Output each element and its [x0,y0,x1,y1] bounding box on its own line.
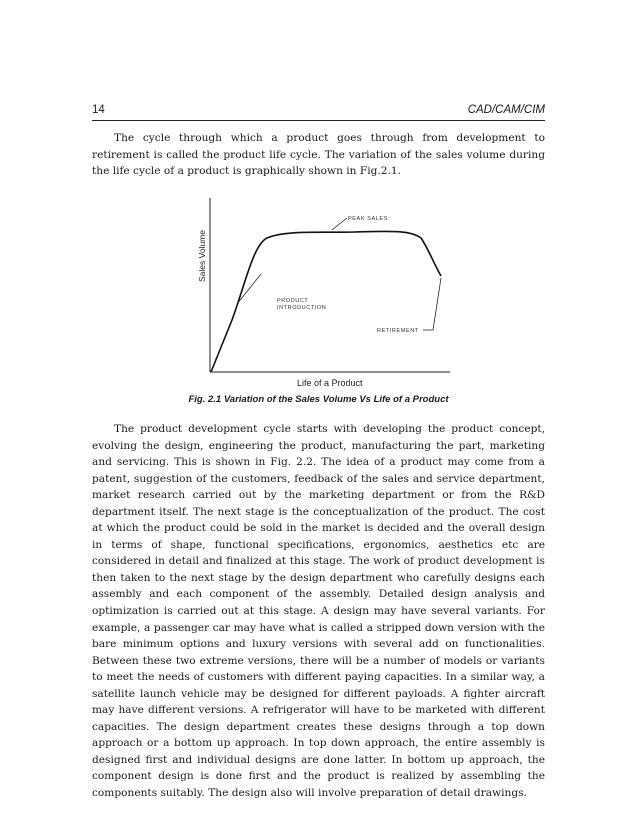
retirement-label: RETIREMENT [377,328,419,334]
product-intro-label-1: PRODUCT [277,298,309,304]
sales-curve [211,231,441,372]
product-intro-label-2: INTRODUCTION [277,305,327,311]
figure-caption: Fig. 2.1 Variation of the Sales Volume Vs Life of a Product [188,394,449,405]
body-paragraph: The product development cycle starts with developing the product concept, evolving the design, engineering the product, manufacturing the part, marketing and servicing. This is shown in Fig. 2.2. The idea of a product may come from a patent, suggestion of the customers, feedback of the sales and service department, market research carried out by the marketing department or from the R&D department itself. The next stage is the conceptualization of the product. The cost at which the product could be sold in the market is decided and the overall design in terms of shape, functional specifications, ergonomics, aesthetics etc are considered in detail and finalized at this stage. The work of product development is then taken to the next stage by the design department who carefully designs each assembly and each component of the assembly. Detailed design analysis and optimization is carried out at this stage. A design may have several variants. For example, a passenger car may have what is called a stripped down version with the bare minimum options and luxury versions with several add on functionalities. Between these two extreme versions, there will be a number of models or variants to meet the needs of customers with different paying capacities. In a similar way, a satellite launch vehicle may be designed for different payloads. A fighter aircraft may have different versions. A refrigerator will have to be marketed with different capacities. The design department creates these designs through a top down approach or a bottom up approach. In top down approach, the entire assembly is designed first and individual designs are done latter. In bottom up approach, the component design is done first and the product is realized by assembling the components suitably. The design also will involve preparation of detail drawings. [92,423,545,800]
page-number: 14 [92,104,105,116]
life-cycle-diagram [185,190,455,390]
running-header [92,102,545,121]
figure-product-life-cycle [185,190,455,390]
peak-leader [332,218,347,230]
retirement-leader [423,278,441,330]
y-axis-label: Sales Volume [197,230,207,282]
book-title: CAD/CAM/CIM [467,104,545,116]
peak-sales-label: PEAK SALES [348,216,388,222]
intro-leader [237,274,261,304]
intro-paragraph: The cycle through which a product goes through from development to retirement is called the product life cycle. The variation of the sales volume during the life cycle of a product is graphically shown in Fig.2.1. [92,132,545,178]
x-axis-label: Life of a Product [297,378,363,388]
